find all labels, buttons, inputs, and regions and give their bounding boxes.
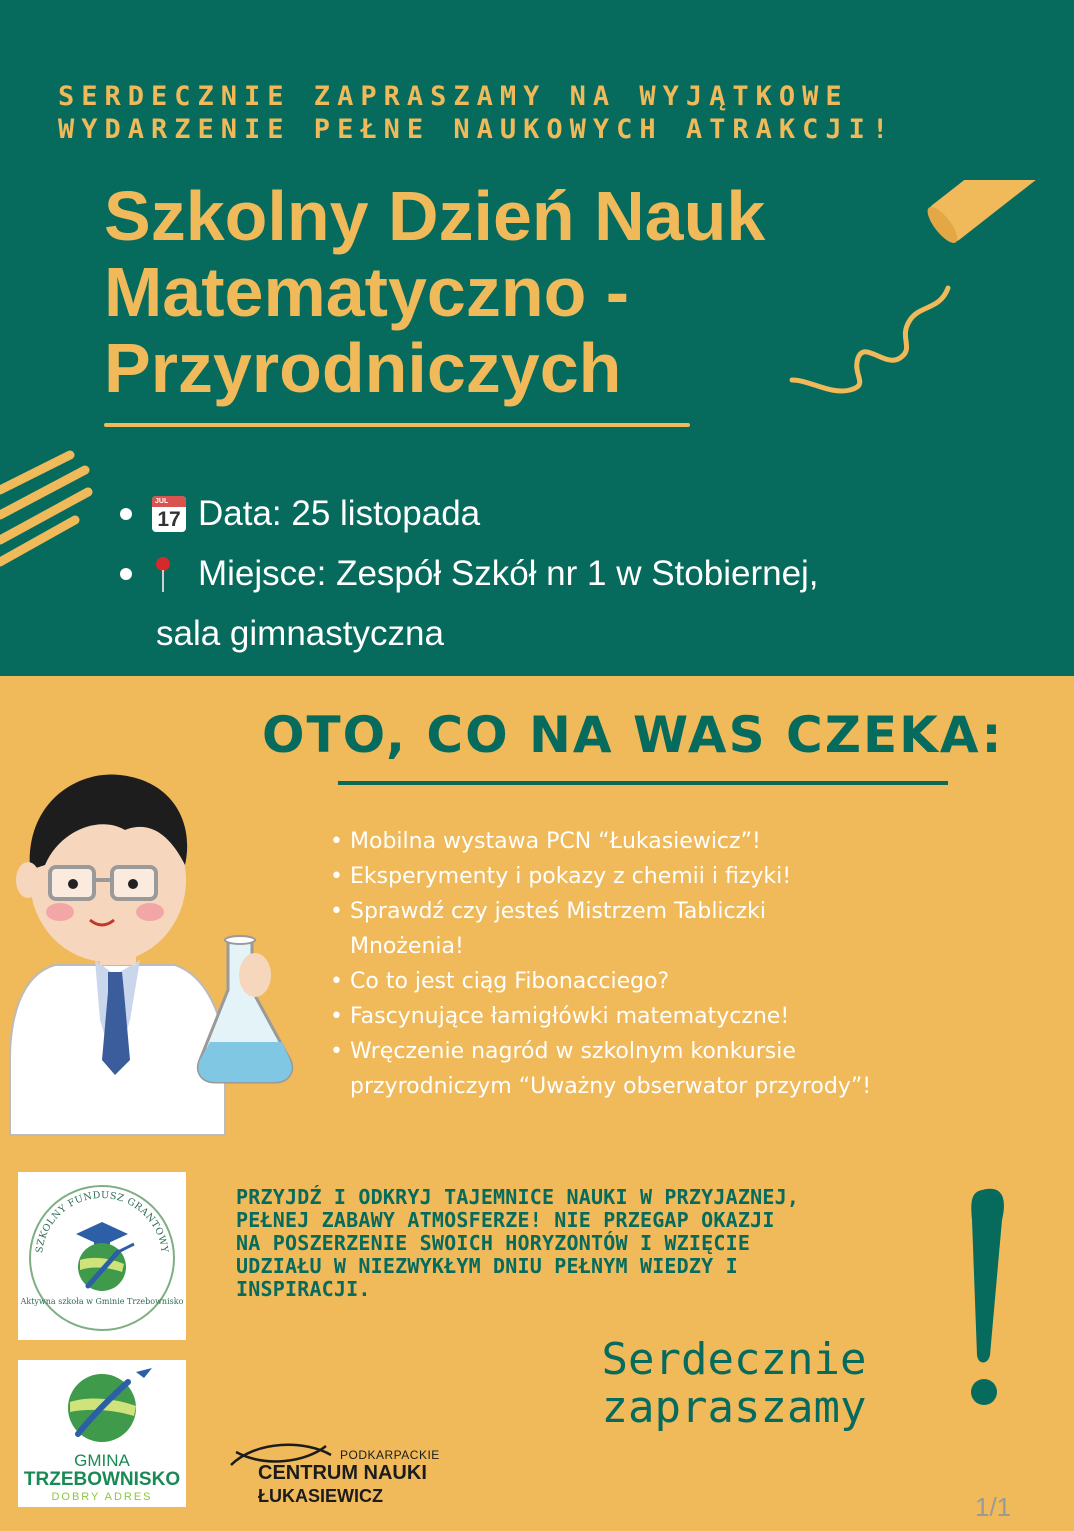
list-item-continuation: Mnożenia! bbox=[350, 934, 464, 959]
intro-line-1: SERDECZNIE ZAPRASZAMY NA WYJĄTKOWE bbox=[58, 81, 849, 112]
place-label: Miejsce: Zespół Szkół nr 1 w Stobiernej, bbox=[198, 554, 819, 593]
invite-line-5: INSPIRACJI. bbox=[236, 1277, 371, 1301]
attractions-list bbox=[330, 824, 871, 1104]
page-title bbox=[104, 178, 964, 406]
list-item-text: Fascynujące łamigłówki matematyczne! bbox=[350, 1004, 790, 1029]
list-item: • Wręczenie nagród w szkolnym konkursie bbox=[330, 1034, 871, 1069]
place-continuation: sala gimnastyczna bbox=[156, 614, 444, 653]
list-item-text: Mobilna wystawa PCN “Łukasiewicz”! bbox=[350, 829, 761, 854]
list-item-continuation: przyrodniczym “Uważny obserwator przyrody”! bbox=[350, 1074, 872, 1099]
trzebownisko-label: TRZEBOWNISKO bbox=[23, 1469, 181, 1490]
gmina-logo bbox=[18, 1360, 186, 1507]
title-line-2: Matematyczno - bbox=[104, 253, 630, 331]
fund-ring-text: SZKOLNY FUNDUSZ GRANTOWY bbox=[34, 1189, 170, 1254]
place-row bbox=[120, 544, 819, 604]
list-item-text: Sprawdź czy jesteś Mistrzem Tabliczki bbox=[350, 899, 767, 924]
dobry-adres-label: DOBRY ADRES bbox=[51, 1491, 153, 1503]
bullet-icon bbox=[120, 568, 132, 580]
fund-sub-text: Aktywna szkoła w Gminie Trzebownisko bbox=[20, 1297, 184, 1306]
list-item-text: Eksperymenty i pokazy z chemii i fizyki! bbox=[350, 864, 792, 889]
section-heading: OTO, CO NA WAS CZEKA: bbox=[262, 706, 1004, 764]
title-line-1: Szkolny Dzień Nauk bbox=[104, 177, 766, 255]
grant-fund-logo bbox=[18, 1172, 186, 1340]
event-info bbox=[120, 484, 819, 664]
list-item: • Mobilna wystawa PCN “Łukasiewicz”! bbox=[330, 824, 871, 859]
title-line-3: Przyrodniczych bbox=[104, 329, 622, 407]
calendar-month: JUL bbox=[152, 496, 186, 507]
closing-line-2: zapraszamy bbox=[601, 1382, 867, 1433]
list-item: • Eksperymenty i pokazy z chemii i fizyki! bbox=[330, 859, 871, 894]
invite-line-4: UDZIAŁU W NIEZWYKŁYM DNIU PEŁNYM WIEDZY I bbox=[236, 1254, 738, 1278]
pushpin-icon bbox=[152, 555, 174, 593]
chalk-scribble-icon bbox=[0, 440, 95, 570]
calendar-icon bbox=[152, 496, 186, 532]
invite-line-3: NA POSZERZENIE SWOICH HORYZONTÓW I WZIĘCIE bbox=[236, 1231, 751, 1255]
scientist-illustration-icon bbox=[0, 760, 310, 1150]
invitation-text bbox=[236, 1186, 986, 1301]
title-underline bbox=[104, 423, 690, 427]
intro-line-2: WYDARZENIE PEŁNE NAUKOWYCH ATRAKCJI! bbox=[58, 114, 896, 145]
intro-text bbox=[58, 80, 1018, 146]
page-number: 1/1 bbox=[975, 1492, 1012, 1522]
invite-line-2: PEŁNEJ ZABAWY ATMOSFERZE! NIE PRZEGAP OKAZJI bbox=[236, 1208, 775, 1232]
bullet-icon bbox=[120, 508, 132, 520]
list-item: • Fascynujące łamigłówki matematyczne! bbox=[330, 999, 871, 1034]
heading-underline bbox=[338, 781, 948, 785]
list-item-text: Co to jest ciąg Fibonacciego? bbox=[350, 969, 670, 994]
date-row bbox=[120, 484, 819, 544]
pcn-main-label: CENTRUM NAUKI bbox=[258, 1462, 427, 1484]
gmina-label: GMINA bbox=[74, 1451, 130, 1470]
closing-text bbox=[524, 1336, 944, 1432]
pcn-logo bbox=[226, 1438, 466, 1508]
date-label: Data: 25 listopada bbox=[198, 494, 481, 533]
invite-line-1: PRZYJDŹ I ODKRYJ TAJEMNICE NAUKI W PRZYJAZNEJ, bbox=[236, 1185, 800, 1209]
list-item-text: Wręczenie nagród w szkolnym konkursie bbox=[350, 1039, 796, 1064]
calendar-day: 17 bbox=[157, 508, 181, 531]
closing-line-1: Serdecznie bbox=[601, 1334, 867, 1385]
exclamation-icon bbox=[960, 1180, 1020, 1430]
pcn-top-label: PODKARPACKIE bbox=[340, 1448, 440, 1462]
list-item: • Co to jest ciąg Fibonacciego? bbox=[330, 964, 871, 999]
pcn-bottom-label: ŁUKASIEWICZ bbox=[258, 1486, 383, 1506]
list-item: • Sprawdź czy jesteś Mistrzem Tabliczki bbox=[330, 894, 871, 929]
